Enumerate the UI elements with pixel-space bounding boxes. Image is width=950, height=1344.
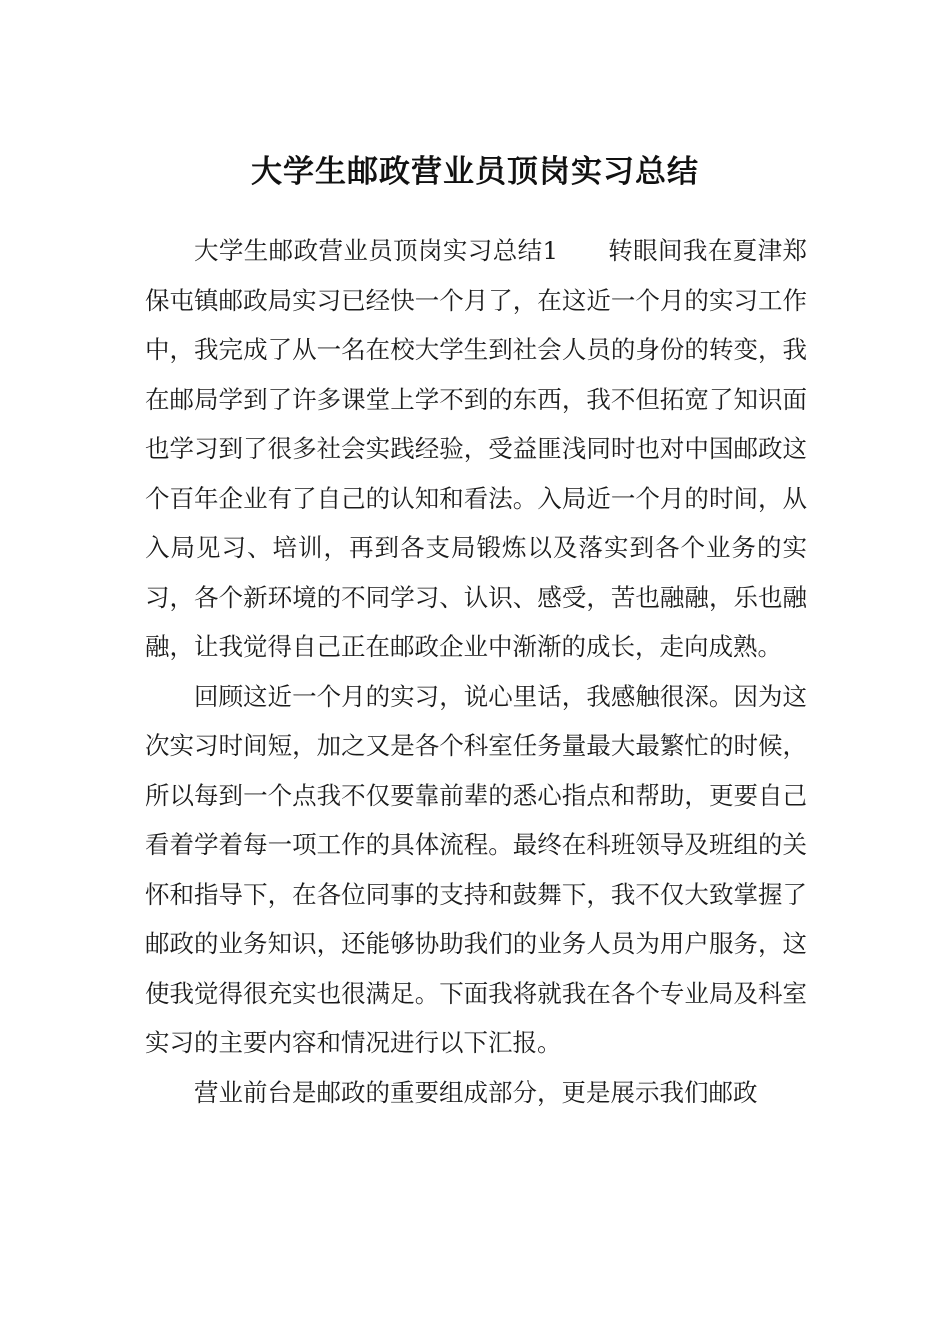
- paragraph-2: 回顾这近一个月的实习，说心里话，我感触很深。因为这次实习时间短，加之又是各个科室任务量最大最繁忙的时候，所以每到一个点我不仅要靠前辈的悉心指点和帮助，更要自己看着学着每一项工作的具体流程。最终在科班领导及班组的关怀和指导下，在各位同事的支持和鼓舞下，我不仅大致掌握了邮政的业务知识，还能够协助我们的业务人员为用户服务，这使我觉得很充实也很满足。下面我将就我在各个专业局及科室实习的主要内容和情况进行以下汇报。: [145, 681, 807, 1057]
- paragraph-1: 大学生邮政营业员顶岗实习总结1 转眼间我在夏津郑保屯镇邮政局实习已经快一个月了，在这近一个月的实习工作中，我完成了从一名在校大学生到社会人员的身份的转变，我在邮局学到了许多课堂上学不到的东西，我不但拓宽了知识面也学习到了很多社会实践经验，受益匪浅同时也对中国邮政这个百年企业有了自己的认知和看法。入局近一个月的时间，从入局见习、培训，再到各支局锻炼以及落实到各个业务的实习，各个新环境的不同学习、认识、感受，苦也融融，乐也融融，让我觉得自己正在邮政企业中渐渐的成长，走向成熟。: [145, 236, 807, 661]
- document-title: 大学生邮政营业员顶岗实习总结: [251, 153, 699, 190]
- document-body: [145, 226, 807, 1117]
- paragraph-3: 营业前台是邮政的重要组成部分，更是展示我们邮政: [194, 1077, 758, 1107]
